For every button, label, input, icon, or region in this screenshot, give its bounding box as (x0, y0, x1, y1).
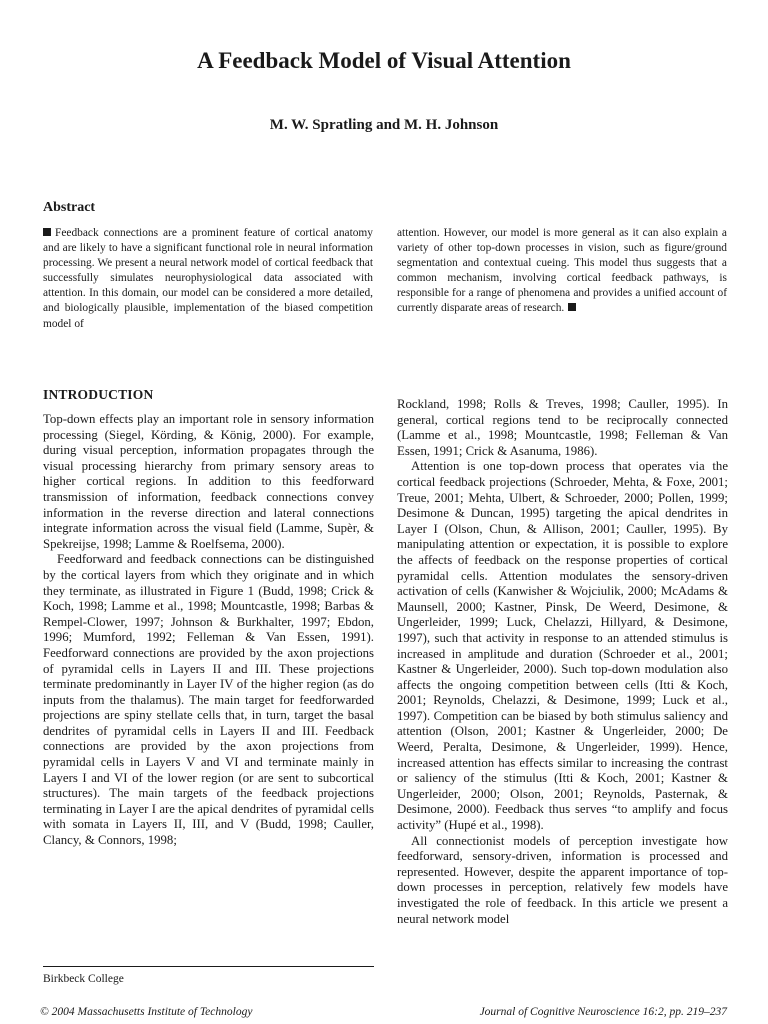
start-square-icon (43, 228, 51, 236)
copyright-notice: © 2004 Massachusetts Institute of Technology (40, 1006, 253, 1018)
article-authors: M. W. Spratling and M. H. Johnson (269, 117, 499, 133)
paragraph: Rockland, 1998; Rolls & Treves, 1998; Cauller, 1995). In general, cortical regions tend to be reciprocally connected (Lamme et al., 1998; Mountcastle, 1998; Felleman & Van Essen, 1991; Crick & Asanuma, 1986). (397, 397, 728, 458)
body-right-column (397, 397, 728, 927)
abstract-right-column (397, 226, 727, 317)
article-title: A Feedback Model of Visual Attention (197, 48, 571, 73)
abstract-left-column (43, 226, 373, 332)
author-affiliation: Birkbeck College (43, 973, 124, 985)
paragraph: Attention is one top-down process that operates via the cortical feedback projections (Schroeder, Mehta, & Foxe, 2001; Treue, 2001; Mehta, Ulbert, & Schroeder, 2000; Pollen, 1999; Desimone & Duncan, 1995) targeting the apical dendrites in Layer I (Olson, Chun, & Allison, 2001; Cauller, 1995). By manipulating attention or expectation, it is possible to explore the affects of feedback on the response properties of cortical pyramidal cells. Attention modulates the sensory-driven activation of cells (Kanwisher & Wojciulik, 2000; McAdams & Maunsell, 2000; Kastner, Pinsk, De Weerd, Desimone, & Ungerleider, 1999; Luck, Chelazzi, Hillyard, & Desimone, 1997), such that activity in response to an attended stimulus is increased in amplitude and duration (Schroeder et al., 2001; Kastner & Ungerleider, 2000). Such top-down modulation also affects the ongoing competition between cells (Itti & Koch, 2001; Reynolds, Chelazzi, & Desimone, 1999; Luck et al., 1997). Competition can be biased by both stimulus saliency and attention (Olson, 2001; Kastner & Ungerleider, 2000; De Weerd, Peralta, Desimone, & Ungerleider, 1999). Hence, increased attention has effects similar to increasing the contrast or saliency of the stimulus (Itti & Koch, 2001; Kastner & Ungerleider, 2000; Olson, 2001; Reynolds, Pasternak, & Desimone, 2000). Feedback thus serves “to amplify and focus activity” (Hupé et al., 1998). (397, 459, 728, 833)
paragraph: All connectionist models of perception investigate how feedforward, sensory-driven, information is processed and represented. However, despite the apparent importance of top-down processes in perception, relatively few models have investigated the role of feedback. In this article we present a neural network model (397, 833, 728, 926)
paragraph: Top-down effects play an important role in sensory information processing (Siegel, Körding, & König, 2000). For example, during visual perception, information propagates through the visual processing hierarchy from primary sensory areas to higher cortical regions. In addition to this feedforward transmission of information, feedback connections convey information in the reverse direction and lateral connections integrate information across the visual field (Lamme, Supèr, & Spekreijse, 1998; Lamme & Roelfsema, 2000). (43, 412, 374, 551)
introduction-heading: INTRODUCTION (43, 387, 154, 402)
abstract-text-right: attention. However, our model is more general as it can also explain a variety of other top-down processes in vision, such as figure/ground segmentation and contextual cueing. This model thus suggests that a common mechanism, involving cortical feedback pathways, is responsible for a range of phenomena and provides a unified account of currently disparate areas of research. (397, 227, 727, 315)
abstract-heading: Abstract (43, 200, 96, 215)
journal-citation: Journal of Cognitive Neuroscience 16:2, pp. 219–237 (479, 1006, 727, 1018)
end-square-icon (568, 303, 576, 311)
footnote-divider (43, 966, 374, 967)
abstract-text-left: Feedback connections are a prominent feature of cortical anatomy and are likely to have a significant functional role in neural information processing. We present a neural network model of cortical feedback that successfully simulates neurophysiological data associated with attention. In this domain, our model can be considered a more detailed, and biologically plausible, implementation of the biased competition model of (43, 227, 373, 330)
body-left-column (43, 412, 374, 849)
paragraph: Feedforward and feedback connections can be distinguished by the cortical layers from which they originate and in which they terminate, as illustrated in Figure 1 (Budd, 1998; Crick & Koch, 1998; Lamme et al., 1998; Mountcastle, 1998; Barbas & Rempel-Clower, 1997; Johnson & Burkhalter, 1997; Ebdon, 1996; Mumford, 1992; Felleman & Van Essen, 1991). Feedforward connections are provided by the axon projections of pyramidal cells in Layers II and III. These projections terminate predominantly in Layer IV of the higher region (as do inputs from the thalamus). The main target for feedforwarded projections are spiny stellate cells that, in turn, target the basal dendrites of pyramidal cells in Layers II and III. Feedback connections are provided by the axon projections from pyramidal cells in Layers V and VI and terminate mainly in Layers I and VI of the lower region (or are sent to subcortical structures). The main targets of the feedback projections terminating in Layer I are the apical dendrites of pyramidal cells with somata in Layers II, III, and V (Budd, 1998; Cauller, Clancy, & Connors, 1998; (43, 552, 374, 848)
